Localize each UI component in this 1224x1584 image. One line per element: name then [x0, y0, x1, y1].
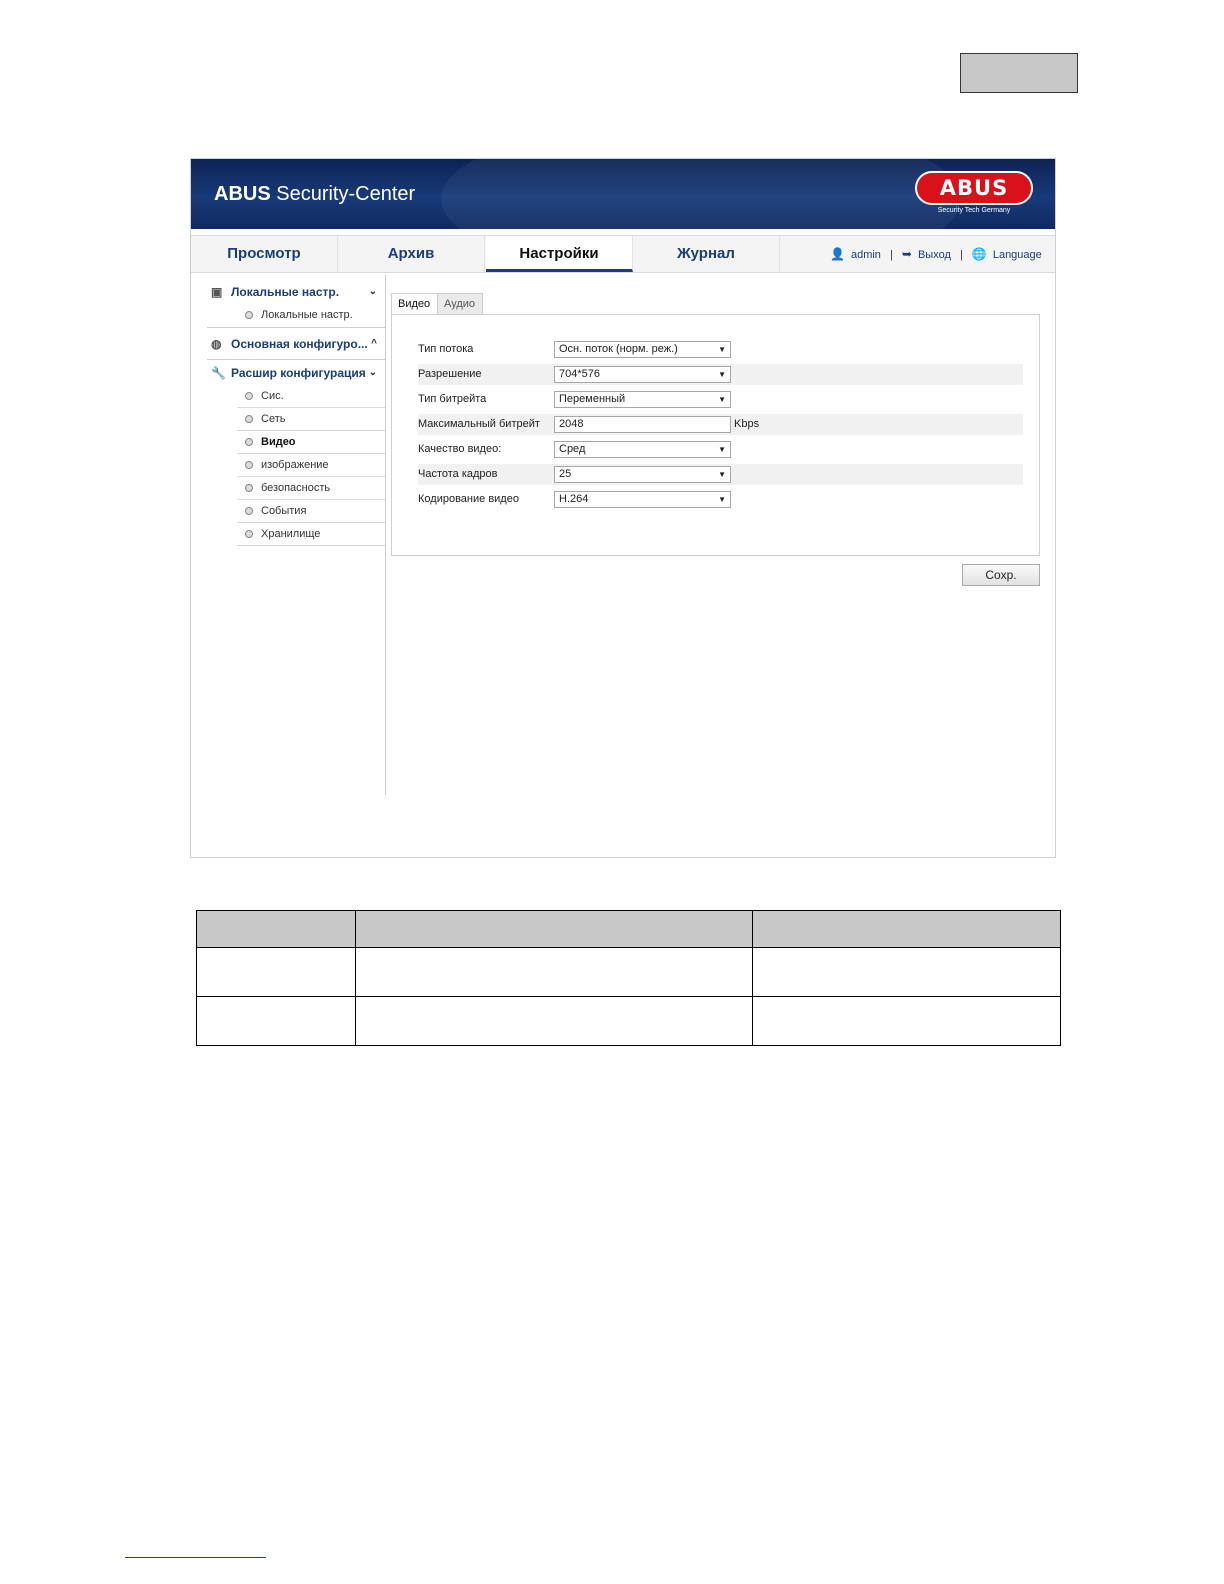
table-header-cell: [356, 911, 753, 948]
form-row-stream-type: [418, 339, 1023, 360]
select-value: H.264: [559, 493, 589, 505]
screenshot-frame: [190, 158, 1056, 858]
frame-rate-select[interactable]: [554, 466, 731, 483]
sidebar-item-network[interactable]: [245, 408, 285, 430]
table-header-cell: [197, 911, 356, 948]
field-label: Кодирование видео: [418, 493, 519, 505]
sidebar-item-label: Сис.: [261, 390, 284, 402]
table-row: [197, 948, 1061, 997]
globe-icon: 🌐: [971, 247, 987, 261]
video-settings-panel: [391, 314, 1040, 556]
select-value: 25: [559, 468, 572, 480]
field-label: Тип потока: [418, 343, 474, 355]
sidebar-item-label: безопасность: [261, 482, 331, 494]
nav-tab-log[interactable]: Журнал: [633, 236, 780, 272]
separator: |: [959, 249, 963, 261]
form-row-bitrate-type: [418, 389, 1023, 410]
bullet-icon: [245, 415, 253, 423]
select-value: Осн. поток (норм. реж.): [559, 343, 678, 355]
logo-tagline: Security Tech Germany: [937, 207, 1011, 214]
table-row: [197, 997, 1061, 1046]
input-value: 2048: [559, 418, 584, 430]
sidebar-item-label: Видео: [261, 436, 296, 448]
table-header-cell: [753, 911, 1061, 948]
tab-video[interactable]: Видео: [391, 293, 438, 315]
header-swoosh: [441, 159, 961, 229]
table-cell: [753, 997, 1061, 1046]
chevron-up-icon: ^: [371, 338, 377, 349]
field-label: Качество видео:: [418, 443, 502, 455]
field-label: Разрешение: [418, 368, 482, 380]
sidebar-section-label: Локальные настр.: [231, 285, 340, 299]
table-cell: [197, 997, 356, 1046]
max-bitrate-input[interactable]: [554, 416, 731, 433]
bullet-icon: [245, 530, 253, 538]
sidebar-item-events[interactable]: [245, 500, 306, 522]
table-cell: [753, 948, 1061, 997]
bitrate-unit: Kbps: [734, 418, 760, 430]
table-cell: [356, 948, 753, 997]
sidebar-item-video[interactable]: [245, 431, 296, 453]
dropdown-arrow-icon: ▼: [718, 495, 726, 504]
username-link[interactable]: admin: [850, 249, 881, 261]
monitor-icon: ▣: [211, 285, 223, 299]
grey-label-box: [960, 53, 1078, 93]
table-cell: [197, 948, 356, 997]
form-row-frame-rate: [418, 464, 1023, 485]
bullet-icon: [245, 311, 253, 319]
app-title: ABUS Security-Center: [214, 183, 416, 205]
sidebar-section-basic[interactable]: [207, 331, 385, 357]
settings-sidebar: [207, 275, 386, 795]
sidebar-item-system[interactable]: [245, 385, 284, 407]
bullet-icon: [245, 507, 253, 515]
sidebar-item-label: Сеть: [261, 413, 286, 425]
dropdown-arrow-icon: ▼: [718, 395, 726, 404]
nav-tab-archive[interactable]: Архив: [338, 236, 485, 272]
bitrate-type-select[interactable]: [554, 391, 731, 408]
main-nav: [191, 235, 1055, 273]
bullet-icon: [245, 392, 253, 400]
separator: |: [889, 249, 893, 261]
user-icon: 👤: [830, 247, 845, 261]
form-row-resolution: [418, 364, 1023, 385]
sidebar-item-label: События: [261, 505, 307, 517]
logout-icon: ➥: [901, 247, 912, 261]
sidebar-item-image[interactable]: [245, 454, 329, 476]
sidebar-item-label: Локальные настр.: [261, 309, 353, 321]
select-value: 704*576: [559, 368, 600, 380]
globe-icon: ◍: [211, 337, 222, 351]
chevron-down-icon: ⌄: [368, 367, 377, 378]
dropdown-arrow-icon: ▼: [718, 445, 726, 454]
sidebar-item-storage[interactable]: [245, 523, 320, 545]
sidebar-item-security[interactable]: [245, 477, 330, 499]
nav-tab-view[interactable]: Просмотр: [191, 236, 338, 272]
sidebar-section-label: Основная конфигуро...: [231, 337, 368, 351]
footer-link-underline[interactable]: [125, 1557, 266, 1558]
wrench-icon: 🔧: [211, 366, 226, 380]
bullet-icon: [245, 438, 253, 446]
stream-type-select[interactable]: [554, 341, 731, 358]
sidebar-section-label: Расшир конфигурация: [231, 366, 366, 380]
settings-content: [191, 275, 1055, 857]
app-header: [191, 159, 1055, 229]
chevron-down-icon: ⌄: [368, 286, 377, 297]
sidebar-item-label: изображение: [261, 459, 329, 471]
dropdown-arrow-icon: ▼: [718, 345, 726, 354]
dropdown-arrow-icon: ▼: [718, 370, 726, 379]
user-area: [827, 236, 1045, 272]
sidebar-section-advanced[interactable]: [207, 360, 385, 386]
dropdown-arrow-icon: ▼: [718, 470, 726, 479]
sidebar-item-label: Хранилище: [261, 528, 321, 540]
video-quality-select[interactable]: [554, 441, 731, 458]
field-label: Частота кадров: [418, 468, 498, 480]
select-value: Сред: [559, 443, 586, 455]
bullet-icon: [245, 461, 253, 469]
bullet-icon: [245, 484, 253, 492]
nav-tab-settings[interactable]: Настройки: [486, 236, 633, 272]
table-cell: [356, 997, 753, 1046]
table-header-row: [197, 911, 1061, 948]
sidebar-section-local[interactable]: [207, 279, 385, 305]
divider: [237, 545, 385, 546]
form-row-video-quality: [418, 439, 1023, 460]
field-label: Тип битрейта: [418, 393, 487, 405]
divider: [207, 327, 385, 328]
select-value: Переменный: [559, 393, 626, 405]
form-row-max-bitrate: [418, 414, 1023, 435]
language-link[interactable]: Language: [992, 249, 1042, 261]
video-encoding-select[interactable]: [554, 491, 731, 508]
document-table: [196, 910, 1061, 1046]
form-row-video-encoding: [418, 489, 1023, 510]
resolution-select[interactable]: [554, 366, 731, 383]
sidebar-item-local-settings[interactable]: [245, 304, 353, 326]
save-button[interactable]: Сохр.: [962, 564, 1040, 586]
abus-logo: ABUS: [915, 171, 1033, 205]
logout-link[interactable]: Выход: [917, 249, 951, 261]
field-label: Максимальный битрейт: [418, 418, 540, 430]
tab-audio[interactable]: Аудио: [437, 293, 483, 315]
